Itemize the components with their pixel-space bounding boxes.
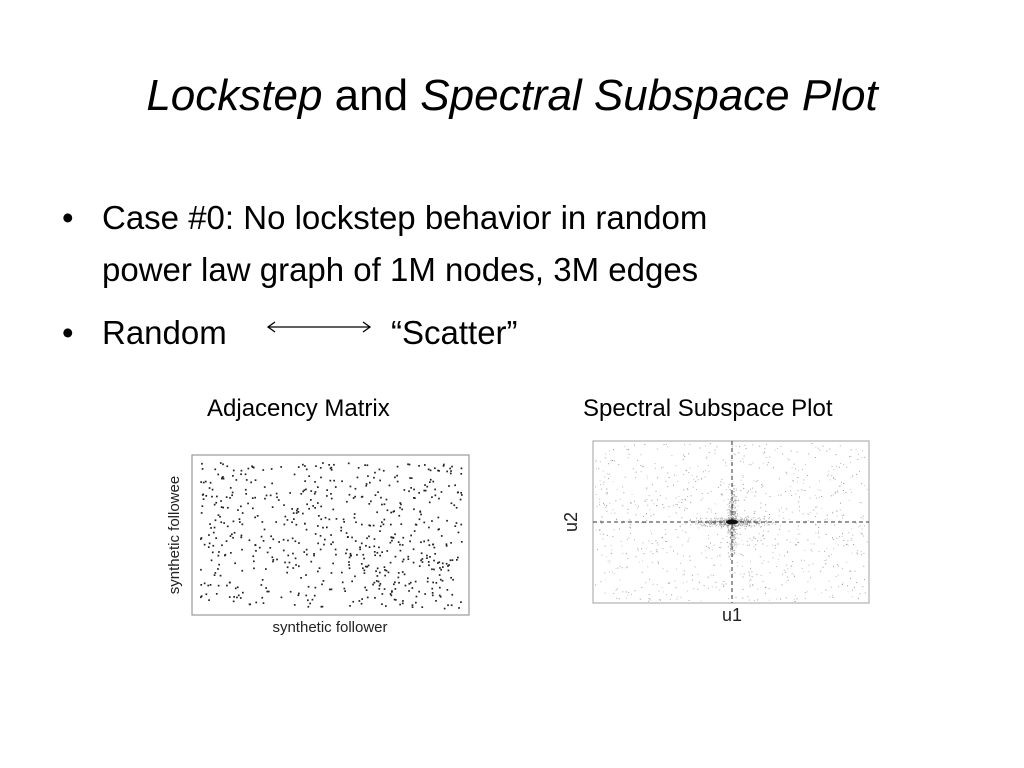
adjacency-ylabel: synthetic followee (166, 475, 183, 595)
bullet-scatter-label: “Scatter” (391, 314, 518, 351)
title-lockstep: Lockstep (146, 71, 323, 120)
title-spectral: Spectral Subspace Plot (420, 71, 878, 120)
bullet-random-label: Random (102, 314, 227, 351)
adjacency-matrix-plot (160, 448, 480, 638)
bullet-dot: • (62, 199, 74, 236)
bullet-case0-line1: Case #0: No lockstep behavior in random (102, 199, 708, 236)
title-and: and (322, 71, 421, 120)
spectral-xlabel: u1 (721, 605, 743, 625)
adjacency-caption: Adjacency Matrix (207, 395, 390, 422)
bullet-case0-line2: power law graph of 1M nodes, 3M edges (102, 251, 699, 288)
spectral-ylabel: u2 (561, 511, 581, 533)
double-arrow-icon (266, 319, 372, 335)
adjacency-xlabel: synthetic follower (272, 619, 388, 636)
spectral-center-cluster (726, 520, 738, 525)
slide-title (0, 66, 1024, 126)
bullet-dot: • (62, 314, 74, 351)
spectral-subspace-plot (555, 435, 875, 630)
spectral-caption: Spectral Subspace Plot (583, 395, 833, 422)
